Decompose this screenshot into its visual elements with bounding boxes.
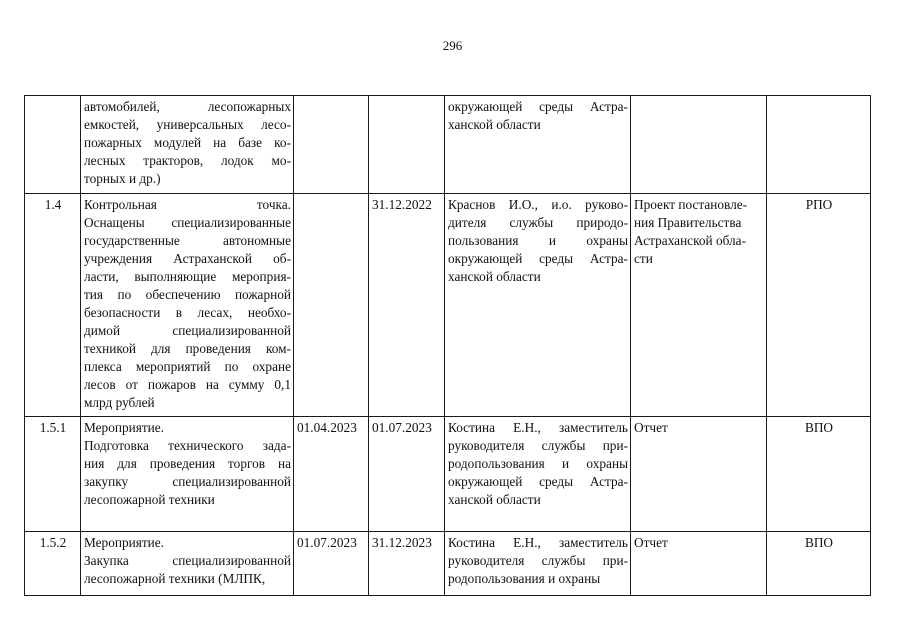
result-document-line: ния Правительства xyxy=(634,215,742,230)
result-document-line: сти xyxy=(634,251,653,266)
item-description-line: автомобилей, лесопожарных xyxy=(84,99,291,114)
item-description-line: Мероприятие. xyxy=(84,535,164,550)
item-description-line: емкостей, универсальных лесо- xyxy=(84,117,291,132)
level-code: РПО xyxy=(767,194,871,417)
responsible-person-line: дителя службы природо- xyxy=(448,215,628,230)
responsible-person-line: окружающей среды Астра- xyxy=(448,99,628,114)
page-number: 296 xyxy=(442,38,463,53)
table-row xyxy=(25,96,871,194)
responsible-person xyxy=(445,417,631,532)
responsible-person-line: руководителя службы при- xyxy=(448,553,628,568)
responsible-person-line: Краснов И.О., и.о. руково- xyxy=(448,197,628,212)
responsible-person-line: пользования и охраны xyxy=(448,233,628,248)
item-number xyxy=(25,96,81,194)
end-date: 01.07.2023 xyxy=(369,417,445,532)
end-date xyxy=(369,96,445,194)
item-description-line: плекса мероприятий по охране xyxy=(84,359,291,374)
responsible-person-line: ханской области xyxy=(448,269,541,284)
responsible-person-line: ханской области xyxy=(448,117,541,132)
item-description-line: Оснащены специализированные xyxy=(84,215,291,230)
responsible-person xyxy=(445,96,631,194)
responsible-person-line: Костина Е.Н., заместитель xyxy=(448,420,628,435)
start-date: 01.04.2023 xyxy=(294,417,369,532)
item-description-line: безопасности в лесах, необхо- xyxy=(84,305,291,320)
item-number: 1.5.1 xyxy=(25,417,81,532)
start-date xyxy=(294,96,369,194)
item-number: 1.4 xyxy=(25,194,81,417)
item-number: 1.5.2 xyxy=(25,532,81,596)
item-description-line: учреждения Астраханской об- xyxy=(84,251,291,266)
item-description-line: лесопожарной техники (МЛПК, xyxy=(84,571,266,586)
result-document-line: Отчет xyxy=(634,420,668,435)
item-description-line: государственные автономные xyxy=(84,233,291,248)
item-description xyxy=(81,194,294,417)
result-document-line: Отчет xyxy=(634,535,668,550)
responsible-person-line: окружающей среды Астра- xyxy=(448,251,628,266)
start-date xyxy=(294,194,369,417)
responsible-person xyxy=(445,194,631,417)
item-description-line: техникой для проведения ком- xyxy=(84,341,291,356)
responsible-person-line: руководителя службы при- xyxy=(448,438,628,453)
result-document-line: Астраханской обла- xyxy=(634,233,747,248)
item-description-line: ния для проведения торгов на xyxy=(84,456,291,471)
table-row xyxy=(25,194,871,417)
level-code: ВПО xyxy=(767,532,871,596)
item-description-line: Мероприятие. xyxy=(84,420,164,435)
table-row xyxy=(25,417,871,532)
responsible-person-line: окружающей среды Астра- xyxy=(448,474,628,489)
item-description-line: пожарных модулей на базе ко- xyxy=(84,135,291,150)
responsible-person-line: родопользования и охраны xyxy=(448,456,628,471)
result-document-line: Проект постановле- xyxy=(634,197,748,212)
item-description-line: Закупка специализированной xyxy=(84,553,291,568)
result-document xyxy=(631,532,767,596)
responsible-person-line: ханской области xyxy=(448,492,541,507)
level-code: ВПО xyxy=(767,417,871,532)
responsible-person xyxy=(445,532,631,596)
item-description-line: лесных тракторов, лодок мо- xyxy=(84,153,291,168)
item-description xyxy=(81,96,294,194)
item-description-line: закупку специализированной xyxy=(84,474,291,489)
result-document xyxy=(631,96,767,194)
responsible-person-line: Костина Е.Н., заместитель xyxy=(448,535,628,550)
responsible-person-line: родопользования и охраны xyxy=(448,571,601,586)
item-description-line: ласти, выполняющие мероприя- xyxy=(84,269,291,284)
result-document xyxy=(631,194,767,417)
item-description-line: Контрольная точка. xyxy=(84,197,291,212)
table-row xyxy=(25,532,871,596)
item-description-line: Подготовка технического зада- xyxy=(84,438,291,453)
plan-table xyxy=(24,95,871,596)
item-description xyxy=(81,417,294,532)
item-description-line: лесов от пожаров на сумму 0,1 xyxy=(84,377,291,392)
item-description-line: торных и др.) xyxy=(84,171,161,186)
end-date: 31.12.2022 xyxy=(369,194,445,417)
item-description xyxy=(81,532,294,596)
item-description-line: димой специализированной xyxy=(84,323,291,338)
start-date: 01.07.2023 xyxy=(294,532,369,596)
item-description-line: млрд рублей xyxy=(84,395,155,410)
level-code xyxy=(767,96,871,194)
item-description-line: тия по обеспечению пожарной xyxy=(84,287,291,302)
item-description-line: лесопожарной техники xyxy=(84,492,215,507)
result-document xyxy=(631,417,767,532)
end-date: 31.12.2023 xyxy=(369,532,445,596)
